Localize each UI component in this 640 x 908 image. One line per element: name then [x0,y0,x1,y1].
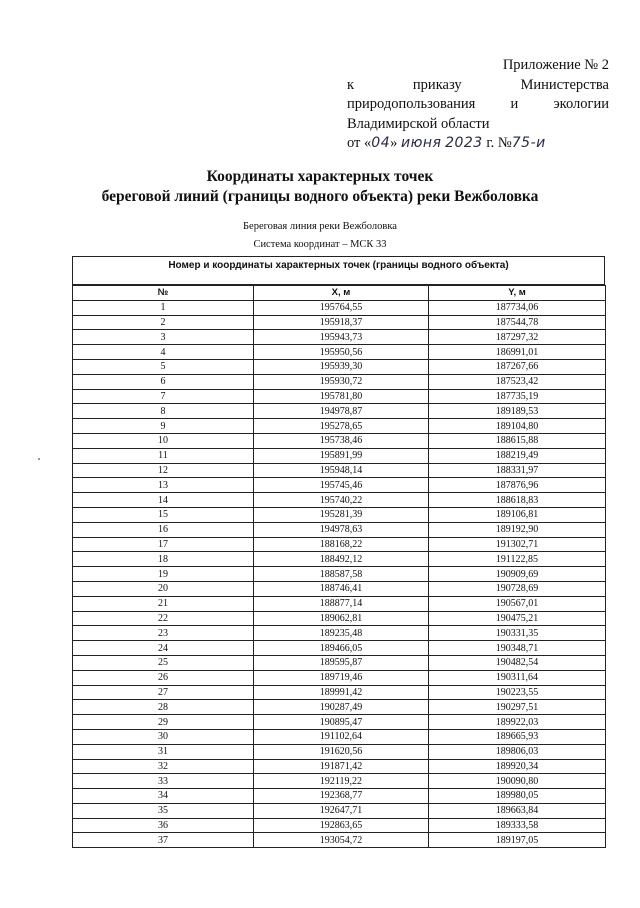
point-x: 195278,65 [254,419,429,434]
point-x: 189062,81 [254,611,429,626]
point-number: 25 [73,655,254,670]
point-y: 190728,69 [429,581,606,596]
point-number: 1 [73,300,254,315]
point-x: 194978,63 [254,522,429,537]
point-x: 195740,22 [254,493,429,508]
table-row [73,611,606,626]
table-row [73,507,606,522]
date-day: 04 [371,135,391,151]
table-row [73,537,606,552]
point-number: 33 [73,774,254,789]
point-number: 24 [73,641,254,656]
point-y: 189189,53 [429,404,606,419]
header-number: № [73,286,254,301]
table-row [73,715,606,730]
point-number: 4 [73,345,254,360]
point-number: 32 [73,759,254,774]
table-row [73,374,606,389]
point-x: 195764,55 [254,300,429,315]
table-row [73,463,606,478]
point-y: 189106,81 [429,507,606,522]
point-number: 21 [73,596,254,611]
point-x: 189991,42 [254,685,429,700]
document-title-line2: береговой линий (границы водного объекта) реки Вежболовка [101,188,539,205]
header-x: X, м [254,286,429,301]
date-month: июня [400,135,442,151]
point-y: 188618,83 [429,493,606,508]
point-y: 189806,03 [429,744,606,759]
point-x: 195943,73 [254,330,429,345]
appendix-ministry-line: природопользования и экологии [347,96,609,112]
point-x: 191620,56 [254,744,429,759]
date-suffix: г. № [486,135,512,151]
point-number: 37 [73,833,254,848]
point-y: 187267,66 [429,359,606,374]
point-x: 189235,48 [254,626,429,641]
point-y: 187523,42 [429,374,606,389]
table-row [73,670,606,685]
point-y: 189333,58 [429,818,606,833]
table-row [73,789,606,804]
point-x: 195930,72 [254,374,429,389]
header-y: Y, м [429,286,606,301]
point-x: 188168,22 [254,537,429,552]
date-year: 2023 [445,135,483,151]
point-x: 195891,99 [254,448,429,463]
point-y: 190482,54 [429,655,606,670]
point-y: 188331,97 [429,463,606,478]
point-number: 12 [73,463,254,478]
point-number: 22 [73,611,254,626]
point-y: 188615,88 [429,433,606,448]
point-y: 187544,78 [429,315,606,330]
point-number: 16 [73,522,254,537]
table-row [73,803,606,818]
point-number: 7 [73,389,254,404]
table-row [73,774,606,789]
table-header-row [73,286,606,301]
date-mid: » [390,135,398,151]
point-number: 17 [73,537,254,552]
point-number: 19 [73,567,254,582]
point-y: 189197,05 [429,833,606,848]
point-y: 190331,35 [429,626,606,641]
table-row [73,833,606,848]
point-number: 3 [73,330,254,345]
point-y: 187735,19 [429,389,606,404]
point-number: 34 [73,789,254,804]
point-number: 2 [73,315,254,330]
table-row [73,315,606,330]
point-number: 31 [73,744,254,759]
point-y: 189104,80 [429,419,606,434]
point-x: 195781,80 [254,389,429,404]
point-number: 36 [73,818,254,833]
point-x: 195939,30 [254,359,429,374]
point-number: 8 [73,404,254,419]
scan-speck [38,458,40,460]
table-row [73,419,606,434]
point-y: 189922,03 [429,715,606,730]
doc-number: 75-и [511,135,546,151]
point-x: 188877,14 [254,596,429,611]
point-y: 189665,93 [429,729,606,744]
point-x: 193054,72 [254,833,429,848]
point-number: 35 [73,803,254,818]
point-y: 190475,21 [429,611,606,626]
table-row [73,448,606,463]
coordinates-table [72,285,606,848]
table-row [73,596,606,611]
point-number: 14 [73,493,254,508]
table-row [73,404,606,419]
table-caption: Номер и координаты характерных точек (границы водного объекта) [168,260,509,271]
point-x: 191102,64 [254,729,429,744]
table-row [73,818,606,833]
point-x: 189595,87 [254,655,429,670]
point-y: 190090,80 [429,774,606,789]
point-x: 195738,46 [254,433,429,448]
appendix-block [347,56,609,154]
point-number: 20 [73,581,254,596]
table-row [73,581,606,596]
table-row [73,729,606,744]
table-row [73,433,606,448]
point-x: 195948,14 [254,463,429,478]
point-number: 28 [73,700,254,715]
point-number: 11 [73,448,254,463]
table-row [73,300,606,315]
point-number: 30 [73,729,254,744]
appendix-order-line: к приказу Министерства [347,76,609,93]
point-x: 192647,71 [254,803,429,818]
point-x: 189466,05 [254,641,429,656]
point-number: 29 [73,715,254,730]
point-y: 187876,96 [429,478,606,493]
table-row [73,759,606,774]
document-title-line1: Координаты характерных точек [206,168,434,185]
table-row [73,478,606,493]
point-y: 190297,51 [429,700,606,715]
table-row [73,522,606,537]
point-number: 5 [73,359,254,374]
date-prefix: от « [347,135,372,151]
point-number: 27 [73,685,254,700]
point-x: 195745,46 [254,478,429,493]
point-x: 189719,46 [254,670,429,685]
appendix-number: Приложение № 2 [502,57,609,73]
table-row [73,567,606,582]
point-y: 186991,01 [429,345,606,360]
point-x: 194978,87 [254,404,429,419]
appendix-region-line: Владимирской области [347,115,490,132]
point-x: 188492,12 [254,552,429,567]
table-row [73,744,606,759]
table-row [73,359,606,374]
point-x: 195918,37 [254,315,429,330]
point-y: 189920,34 [429,759,606,774]
point-x: 195281,39 [254,507,429,522]
point-y: 190348,71 [429,641,606,656]
point-y: 187297,32 [429,330,606,345]
table-row [73,389,606,404]
point-y: 187734,06 [429,300,606,315]
table-row [73,655,606,670]
point-y: 190909,69 [429,567,606,582]
point-y: 189663,84 [429,803,606,818]
point-number: 26 [73,670,254,685]
point-y: 190567,01 [429,596,606,611]
table-row [73,685,606,700]
point-x: 192119,22 [254,774,429,789]
point-y: 190311,64 [429,670,606,685]
point-x: 188587,58 [254,567,429,582]
table-row [73,700,606,715]
point-x: 191871,42 [254,759,429,774]
point-number: 15 [73,507,254,522]
point-x: 195950,56 [254,345,429,360]
point-number: 18 [73,552,254,567]
point-number: 23 [73,626,254,641]
point-x: 190895,47 [254,715,429,730]
table-row [73,641,606,656]
point-x: 190287,49 [254,700,429,715]
point-y: 191122,85 [429,552,606,567]
table-row [73,345,606,360]
point-x: 192863,65 [254,818,429,833]
subtitle-shoreline: Береговая линия реки Вежболовка [243,221,397,232]
point-number: 10 [73,433,254,448]
table-row [73,626,606,641]
point-y: 188219,49 [429,448,606,463]
point-number: 9 [73,419,254,434]
point-y: 190223,55 [429,685,606,700]
table-row [73,493,606,508]
point-number: 6 [73,374,254,389]
table-row [73,330,606,345]
point-y: 189980,05 [429,789,606,804]
appendix-date-line [347,134,609,154]
point-x: 192368,77 [254,789,429,804]
table-row [73,552,606,567]
point-y: 189192,90 [429,522,606,537]
point-x: 188746,41 [254,581,429,596]
point-y: 191302,71 [429,537,606,552]
subtitle-coordinate-system: Система координат – МСК 33 [253,239,387,250]
point-number: 13 [73,478,254,493]
